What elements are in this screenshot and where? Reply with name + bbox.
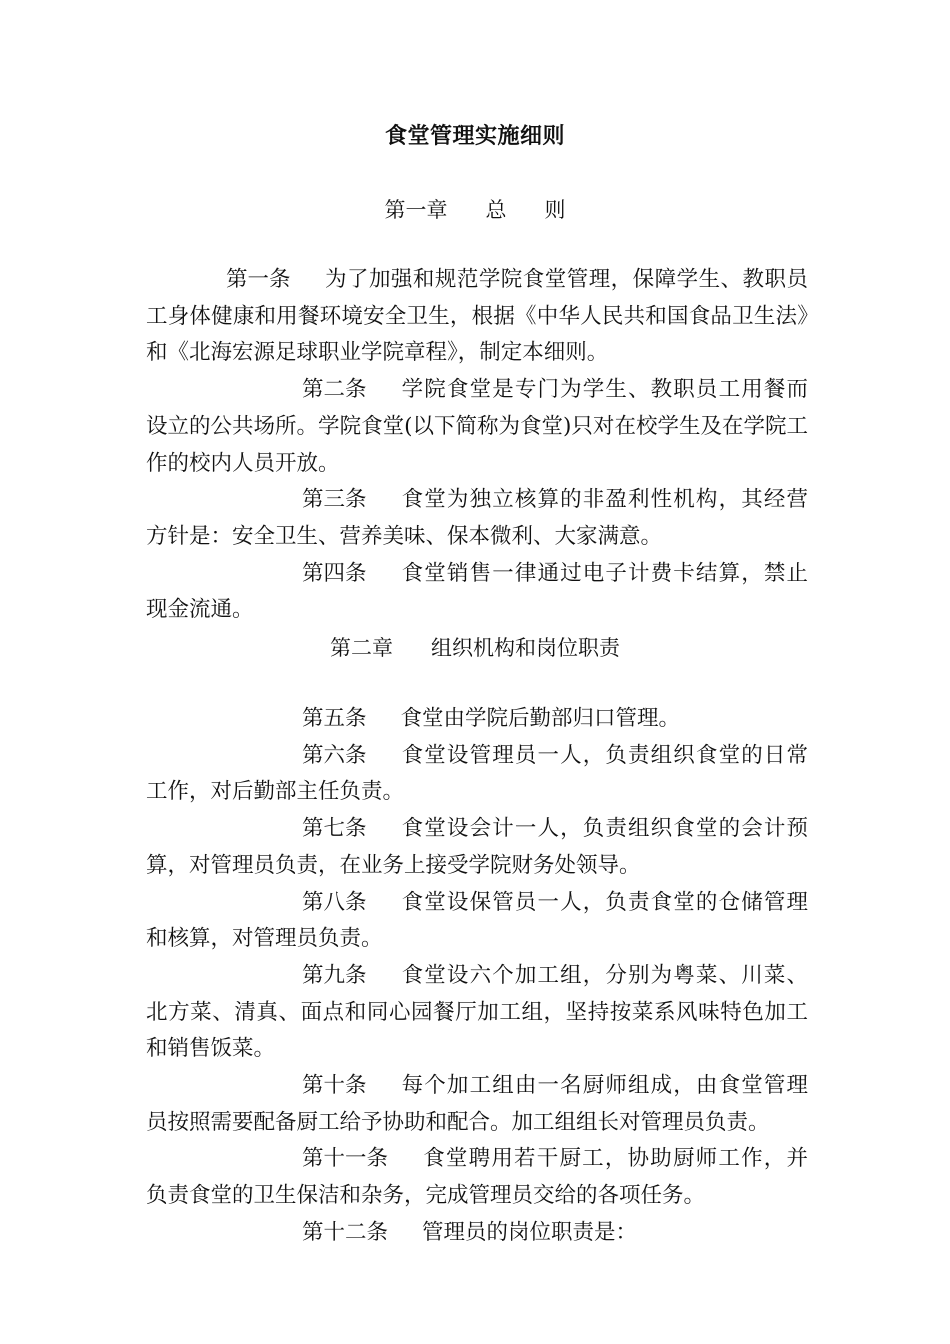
article-text: 食堂由学院后勤部归口管理。 (400, 706, 681, 731)
article-text: 食堂设保管员一人，负责食堂的仓储管理和核算，对管理员负责。 (146, 889, 808, 952)
article-label: 第十一条 (302, 1146, 389, 1172)
article-paragraph (146, 885, 808, 958)
article-text: 食堂聘用若干厨工，协助厨师工作，并负责食堂的卫生保洁和杂务，完成管理员交给的各项任务。 (146, 1146, 808, 1209)
document-title: 食堂管理实施细则 (384, 124, 565, 149)
article-label: 第十二条 (302, 1219, 389, 1245)
article-paragraph (146, 1215, 808, 1252)
article-label: 第十条 (302, 1073, 367, 1099)
article-label: 第三条 (302, 487, 367, 513)
chapter-2-articles (146, 701, 808, 1252)
article-paragraph (146, 1068, 808, 1141)
article-paragraph (146, 482, 808, 555)
article-label: 第一条 (226, 267, 291, 292)
chapter-heading-2 (0, 633, 950, 663)
chapter-title: 组织机构和岗位职责 (431, 636, 620, 660)
article-text: 食堂为独立核算的非盈利性机构，其经营方针是：安全卫生、营养美味、保本微利、大家满意。 (146, 487, 808, 549)
article-label: 第八条 (302, 889, 367, 915)
article-label: 第二条 (302, 377, 367, 403)
chapter-heading-1 (0, 195, 950, 225)
article-paragraph (146, 556, 808, 629)
chapter-1-articles (146, 262, 808, 629)
article-paragraph (146, 372, 808, 482)
article-label: 第四条 (302, 560, 367, 586)
article-text: 为了加强和规范学院食堂管理，保障学生、教职员工身体健康和用餐环境安全卫生，根据《中华人民共和国食品卫生法》和《北海宏源足球职业学院章程》，制定本细则。 (146, 267, 808, 366)
article-text: 食堂设管理员一人，负责组织食堂的日常工作，对后勤部主任负责。 (146, 742, 808, 805)
chapter-title-word: 总 (485, 198, 507, 222)
article-label: 第七条 (302, 816, 367, 842)
article-label: 第九条 (302, 962, 367, 988)
chapter-label: 第一章 (384, 198, 448, 222)
article-text: 管理员的岗位职责是： (422, 1219, 638, 1245)
article-paragraph (146, 958, 808, 1068)
article-text: 每个加工组由一名厨师组成，由食堂管理员按照需要配备厨工给予协助和配合。加工组组长对管理员负责。 (146, 1073, 808, 1135)
article-paragraph (146, 811, 808, 884)
article-text: 食堂设会计一人，负责组织食堂的会计预算，对管理员负责，在业务上接受学院财务处领导。 (146, 816, 808, 878)
chapter-title-word: 则 (544, 198, 566, 222)
article-label: 第五条 (302, 706, 367, 731)
article-paragraph (146, 738, 808, 811)
article-label: 第六条 (302, 742, 367, 768)
article-text: 学院食堂是专门为学生、教职员工用餐而设立的公共场所。学院食堂(以下简称为食堂)只对在校学生及在学院工作的校内人员开放。 (146, 377, 808, 476)
article-text: 食堂设六个加工组，分别为粤菜、川菜、北方菜、清真、面点和同心园餐厅加工组，坚持按菜系风味特色加工和销售饭菜。 (146, 962, 808, 1062)
chapter-label: 第二章 (330, 636, 393, 660)
article-paragraph (146, 701, 808, 738)
article-paragraph (146, 262, 808, 372)
article-text: 食堂销售一律通过电子计费卡结算，禁止现金流通。 (146, 560, 808, 623)
article-paragraph (146, 1141, 808, 1214)
